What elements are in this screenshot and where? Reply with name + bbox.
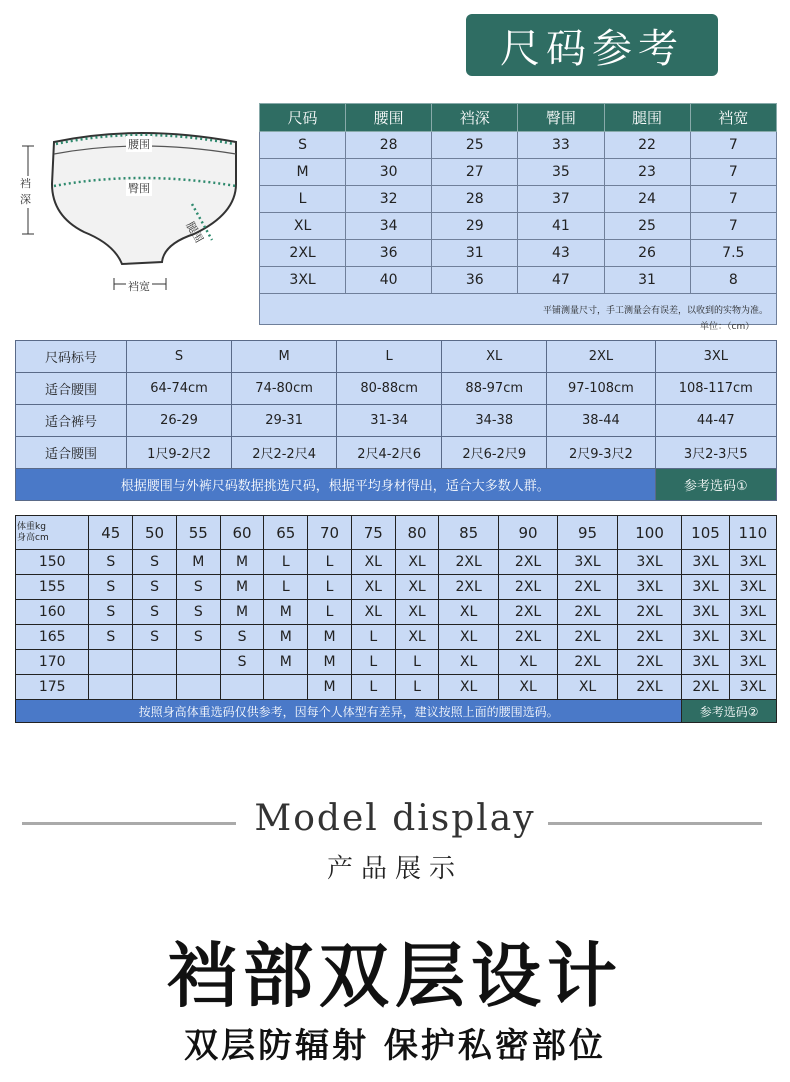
size-recommendation: 3XL bbox=[558, 550, 617, 575]
size-recommendation: L bbox=[351, 650, 395, 675]
size-recommendation: 2XL bbox=[617, 650, 682, 675]
size-recommendation: 2XL bbox=[498, 550, 557, 575]
weight-header: 105 bbox=[682, 516, 729, 550]
size-cell: 3XL bbox=[260, 267, 346, 294]
height-cell: 175 bbox=[16, 675, 89, 700]
table-cell: 36 bbox=[432, 267, 518, 294]
size-recommendation: 3XL bbox=[682, 625, 729, 650]
size-recommendation: 3XL bbox=[729, 600, 776, 625]
table-cell: 88-97cm bbox=[442, 373, 547, 405]
column-header: 腿围 bbox=[604, 104, 690, 132]
size-recommendation: XL bbox=[439, 600, 498, 625]
table-cell: 1尺9-2尺2 bbox=[127, 437, 232, 469]
size-recommendation: 2XL bbox=[439, 575, 498, 600]
size-recommendation: 2XL bbox=[558, 575, 617, 600]
table-cell: 37 bbox=[518, 186, 604, 213]
height-cell: 150 bbox=[16, 550, 89, 575]
crotch-width-label: 裆宽 bbox=[128, 280, 150, 293]
size-recommendation: S bbox=[89, 575, 133, 600]
size-recommendation: S bbox=[89, 600, 133, 625]
table-cell: 74-80cm bbox=[232, 373, 337, 405]
height-cell: 170 bbox=[16, 650, 89, 675]
weight-header: 95 bbox=[558, 516, 617, 550]
size-recommendation: 2XL bbox=[439, 550, 498, 575]
weight-header: 55 bbox=[176, 516, 220, 550]
feature-tagline: 双层防辐射 保护私密部位 bbox=[184, 1026, 606, 1066]
size-recommendation: 2XL bbox=[498, 625, 557, 650]
table-row bbox=[260, 159, 777, 186]
size-recommendation: 3XL bbox=[682, 600, 729, 625]
size-recommendation: 3XL bbox=[729, 675, 776, 700]
table-cell: 7 bbox=[690, 132, 776, 159]
weight-header: 110 bbox=[729, 516, 776, 550]
size-recommendation: 2XL bbox=[558, 650, 617, 675]
size-recommendation: S bbox=[133, 600, 177, 625]
size-cell: M bbox=[260, 159, 346, 186]
model-display-subtitle: 产品展示 bbox=[326, 854, 463, 884]
size-recommendation: 3XL bbox=[729, 575, 776, 600]
size-recommendation: XL bbox=[395, 550, 439, 575]
reference-tag: 参考选码① bbox=[655, 469, 776, 501]
table-cell: 34-38 bbox=[442, 405, 547, 437]
size-recommendation: XL bbox=[498, 675, 557, 700]
column-header: 腰围 bbox=[346, 104, 432, 132]
size-recommendation: L bbox=[351, 625, 395, 650]
table-cell: 108-117cm bbox=[655, 373, 776, 405]
table-cell: M bbox=[232, 341, 337, 373]
size-recommendation: L bbox=[308, 600, 352, 625]
size-recommendation: M bbox=[264, 650, 308, 675]
table-cell: 29 bbox=[432, 213, 518, 240]
table-cell: 80-88cm bbox=[337, 373, 442, 405]
size-recommendation: XL bbox=[439, 625, 498, 650]
weight-header: 75 bbox=[351, 516, 395, 550]
hip-label: 臀围 bbox=[128, 182, 150, 195]
table-cell: 29-31 bbox=[232, 405, 337, 437]
fit-guide-table bbox=[15, 340, 777, 501]
size-recommendation: XL bbox=[558, 675, 617, 700]
corner-weight-label: 体重kg bbox=[17, 521, 46, 532]
size-recommendation: M bbox=[264, 625, 308, 650]
table-row bbox=[260, 132, 777, 159]
table-cell: 41 bbox=[518, 213, 604, 240]
size-recommendation: 2XL bbox=[682, 675, 729, 700]
table-row bbox=[16, 675, 777, 700]
table-row bbox=[16, 575, 777, 600]
size-recommendation: M bbox=[308, 625, 352, 650]
size-recommendation: S bbox=[89, 625, 133, 650]
leg-label: 腿围 bbox=[183, 219, 206, 246]
table-row bbox=[16, 405, 777, 437]
weight-header: 60 bbox=[220, 516, 264, 550]
table-cell: 31-34 bbox=[337, 405, 442, 437]
size-recommendation: 3XL bbox=[617, 575, 682, 600]
row-header: 适合腰围 bbox=[16, 373, 127, 405]
table-cell: 7.5 bbox=[690, 240, 776, 267]
table-cell: 40 bbox=[346, 267, 432, 294]
size-recommendation: M bbox=[220, 575, 264, 600]
size-recommendation: S bbox=[133, 550, 177, 575]
weight-header: 45 bbox=[89, 516, 133, 550]
height-cell: 155 bbox=[16, 575, 89, 600]
size-recommendation: XL bbox=[439, 650, 498, 675]
size-recommendation: S bbox=[220, 625, 264, 650]
table-row bbox=[16, 650, 777, 675]
size-recommendation: S bbox=[220, 650, 264, 675]
table-cell: 28 bbox=[346, 132, 432, 159]
table-cell: 27 bbox=[432, 159, 518, 186]
size-cell: L bbox=[260, 186, 346, 213]
size-diagram bbox=[14, 124, 250, 304]
table-row bbox=[260, 240, 777, 267]
size-recommendation: 3XL bbox=[729, 650, 776, 675]
measurement-note: 平铺测量尺寸，手工测量会有误差，以收到的实物为准。 bbox=[260, 294, 777, 325]
table-cell: 7 bbox=[690, 213, 776, 240]
table-cell: 36 bbox=[346, 240, 432, 267]
size-recommendation: L bbox=[308, 550, 352, 575]
column-header: 尺码 bbox=[260, 104, 346, 132]
size-recommendation: M bbox=[308, 650, 352, 675]
size-cell: 2XL bbox=[260, 240, 346, 267]
table-cell: 33 bbox=[518, 132, 604, 159]
table-cell: XL bbox=[442, 341, 547, 373]
table-cell: 64-74cm bbox=[127, 373, 232, 405]
size-recommendation: 2XL bbox=[617, 675, 682, 700]
table-row bbox=[260, 267, 777, 294]
size-recommendation: S bbox=[176, 575, 220, 600]
weight-header: 50 bbox=[133, 516, 177, 550]
size-recommendation: S bbox=[176, 600, 220, 625]
table-cell: S bbox=[127, 341, 232, 373]
size-recommendation: S bbox=[89, 550, 133, 575]
model-display-title: Model display bbox=[254, 798, 536, 839]
size-recommendation: 3XL bbox=[682, 550, 729, 575]
size-recommendation: 3XL bbox=[617, 550, 682, 575]
size-recommendation: S bbox=[133, 575, 177, 600]
table-cell: 2尺2-2尺4 bbox=[232, 437, 337, 469]
height-weight-table bbox=[15, 515, 777, 723]
size-recommendation: L bbox=[395, 650, 439, 675]
table-cell: 2尺9-3尺2 bbox=[547, 437, 655, 469]
weight-header: 65 bbox=[264, 516, 308, 550]
table-cell: 43 bbox=[518, 240, 604, 267]
footer-note: 根据腰围与外裤尺码数据挑选尺码，根据平均身材得出，适合大多数人群。 bbox=[16, 469, 656, 501]
row-header: 适合腰围 bbox=[16, 437, 127, 469]
weight-header: 70 bbox=[308, 516, 352, 550]
table-row bbox=[260, 213, 777, 240]
reference-tag: 参考选码② bbox=[682, 700, 777, 723]
footer-row bbox=[16, 469, 777, 501]
size-recommendation bbox=[133, 650, 177, 675]
table-cell: 35 bbox=[518, 159, 604, 186]
size-recommendation: XL bbox=[351, 575, 395, 600]
note-row bbox=[260, 294, 777, 325]
size-recommendation bbox=[133, 675, 177, 700]
table-cell: 26-29 bbox=[127, 405, 232, 437]
size-recommendation: 2XL bbox=[617, 600, 682, 625]
page-title: 尺码参考 bbox=[466, 14, 718, 76]
size-recommendation: XL bbox=[395, 625, 439, 650]
size-recommendation: S bbox=[176, 625, 220, 650]
table-row bbox=[16, 437, 777, 469]
table-cell: 25 bbox=[432, 132, 518, 159]
table-cell: 44-47 bbox=[655, 405, 776, 437]
size-measurement-table bbox=[259, 103, 777, 325]
table-cell: 3尺2-3尺5 bbox=[655, 437, 776, 469]
table-cell: 34 bbox=[346, 213, 432, 240]
footer-note: 按照身高体重选码仅供参考，因每个人体型有差异，建议按照上面的腰围选码。 bbox=[16, 700, 682, 723]
table-row bbox=[260, 186, 777, 213]
size-recommendation: 3XL bbox=[729, 625, 776, 650]
size-recommendation bbox=[264, 675, 308, 700]
weight-header: 80 bbox=[395, 516, 439, 550]
column-header: 裆宽 bbox=[690, 104, 776, 132]
table-row bbox=[16, 600, 777, 625]
size-recommendation: XL bbox=[395, 600, 439, 625]
table-row bbox=[16, 341, 777, 373]
crotch-depth-label: 裆深 bbox=[18, 176, 34, 208]
size-recommendation: M bbox=[220, 550, 264, 575]
table-cell: 97-108cm bbox=[547, 373, 655, 405]
table-row bbox=[16, 373, 777, 405]
size-recommendation bbox=[89, 675, 133, 700]
table-cell: 7 bbox=[690, 186, 776, 213]
size-recommendation: 2XL bbox=[558, 625, 617, 650]
waist-label: 腰围 bbox=[128, 138, 150, 151]
size-recommendation: 2XL bbox=[498, 575, 557, 600]
feature-headline: 裆部双层设计 bbox=[167, 935, 623, 1017]
size-recommendation: L bbox=[264, 550, 308, 575]
size-recommendation: 2XL bbox=[617, 625, 682, 650]
size-cell: S bbox=[260, 132, 346, 159]
table-cell: 24 bbox=[604, 186, 690, 213]
table-cell: 25 bbox=[604, 213, 690, 240]
size-recommendation: 2XL bbox=[498, 600, 557, 625]
weight-header: 100 bbox=[617, 516, 682, 550]
row-header: 适合裤号 bbox=[16, 405, 127, 437]
size-recommendation: XL bbox=[439, 675, 498, 700]
size-recommendation: M bbox=[264, 600, 308, 625]
corner-cell bbox=[16, 516, 89, 550]
table-row bbox=[16, 550, 777, 575]
size-recommendation bbox=[176, 675, 220, 700]
table-cell: 23 bbox=[604, 159, 690, 186]
size-recommendation: 3XL bbox=[682, 650, 729, 675]
size-recommendation: 2XL bbox=[558, 600, 617, 625]
unit-label: 单位：（cm） bbox=[700, 322, 755, 332]
table-cell: 7 bbox=[690, 159, 776, 186]
size-recommendation: XL bbox=[395, 575, 439, 600]
size-recommendation: XL bbox=[498, 650, 557, 675]
table-cell: 47 bbox=[518, 267, 604, 294]
table-cell: 22 bbox=[604, 132, 690, 159]
table-cell: 8 bbox=[690, 267, 776, 294]
size-recommendation: M bbox=[176, 550, 220, 575]
table-cell: 28 bbox=[432, 186, 518, 213]
size-recommendation bbox=[89, 650, 133, 675]
table-cell: 38-44 bbox=[547, 405, 655, 437]
size-recommendation: 3XL bbox=[729, 550, 776, 575]
table-cell: 31 bbox=[432, 240, 518, 267]
weight-header: 90 bbox=[498, 516, 557, 550]
size-recommendation: XL bbox=[351, 600, 395, 625]
weight-header-row bbox=[16, 516, 777, 550]
table-cell: 2尺6-2尺9 bbox=[442, 437, 547, 469]
table-cell: 30 bbox=[346, 159, 432, 186]
size-recommendation: S bbox=[133, 625, 177, 650]
size-recommendation: L bbox=[351, 675, 395, 700]
height-cell: 165 bbox=[16, 625, 89, 650]
corner-height-label: 身高cm bbox=[17, 532, 49, 543]
table-cell: 2XL bbox=[547, 341, 655, 373]
weight-header: 85 bbox=[439, 516, 498, 550]
table-cell: 26 bbox=[604, 240, 690, 267]
size-recommendation: XL bbox=[351, 550, 395, 575]
size-cell: XL bbox=[260, 213, 346, 240]
size-recommendation: L bbox=[395, 675, 439, 700]
size-recommendation: M bbox=[308, 675, 352, 700]
table-cell: L bbox=[337, 341, 442, 373]
table-cell: 3XL bbox=[655, 341, 776, 373]
size-recommendation bbox=[220, 675, 264, 700]
size-recommendation: M bbox=[220, 600, 264, 625]
height-cell: 160 bbox=[16, 600, 89, 625]
column-header: 裆深 bbox=[432, 104, 518, 132]
row-header: 尺码标号 bbox=[16, 341, 127, 373]
table-cell: 32 bbox=[346, 186, 432, 213]
size-recommendation: 3XL bbox=[682, 575, 729, 600]
footer-row bbox=[16, 700, 777, 723]
size-recommendation: L bbox=[308, 575, 352, 600]
size-recommendation bbox=[176, 650, 220, 675]
size-recommendation: L bbox=[264, 575, 308, 600]
column-header: 臀围 bbox=[518, 104, 604, 132]
table-cell: 31 bbox=[604, 267, 690, 294]
table-row bbox=[16, 625, 777, 650]
table-cell: 2尺4-2尺6 bbox=[337, 437, 442, 469]
